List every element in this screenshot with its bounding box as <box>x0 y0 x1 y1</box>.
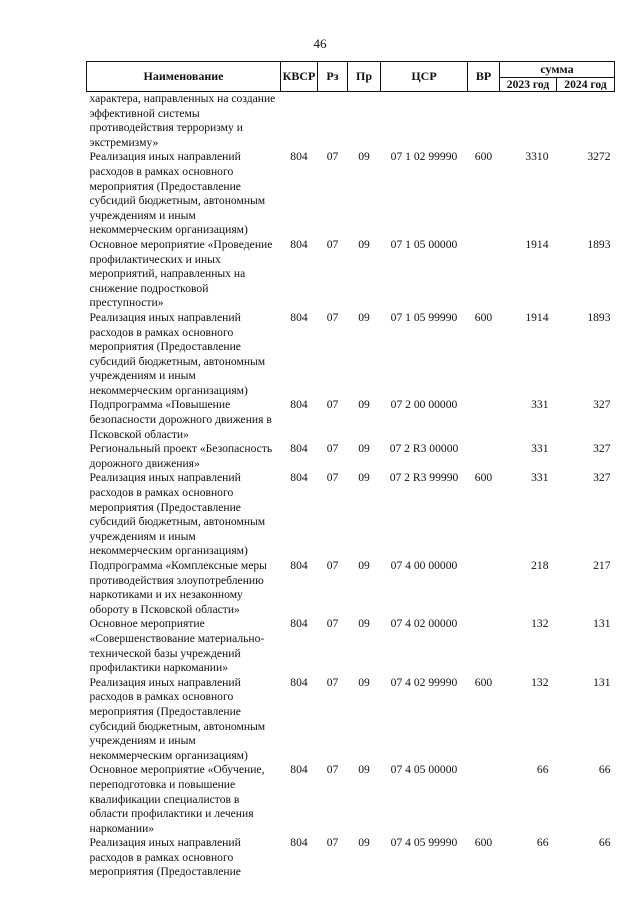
cell-vr <box>468 617 500 675</box>
cell-csr: 07 4 05 00000 <box>390 763 458 777</box>
cell-pr: 09 <box>358 471 370 485</box>
cell-sum-2024 <box>557 92 615 151</box>
cell-csr: 07 1 05 00000 <box>390 237 458 251</box>
cell-name: Основное мероприятие «Совершенствование материально-технической базы учреждений профилактики наркомании» <box>89 617 265 675</box>
cell-kvsr: 804 <box>290 617 308 631</box>
cell-sum-2023: 3310 <box>525 150 549 164</box>
table-row <box>87 238 615 311</box>
cell-name: Реализация иных направлений расходов в рамках основного мероприятия (Предоставление субсидий бюджетным, автономным учреждениям и иным некоммерческим организациям) <box>89 471 266 558</box>
cell-pr: 09 <box>358 310 370 324</box>
cell-pr: 09 <box>358 559 370 572</box>
cell-vr: 600 <box>474 310 493 324</box>
cell-name: Реализация иных направлений расходов в рамках основного мероприятия (Предоставление субсидий бюджетным, автономным учреждениям и иным некоммерческим организациям) <box>89 675 266 762</box>
cell-rz: 07 <box>326 471 339 485</box>
cell-sum-2024: 131 <box>593 617 611 631</box>
cell-name: Реализация иных направлений расходов в рамках основного мероприятия (Предоставление субсидий бюджетным, автономным учреждениям и иным некоммерческим организациям) <box>89 310 266 397</box>
table-row <box>87 617 615 675</box>
cell-sum-2024: 131 <box>593 675 611 689</box>
page-number: 46 <box>313 36 327 51</box>
cell-name: Региональный проект «Безопасность дорожного движения» <box>89 442 273 470</box>
budget-table <box>86 61 615 880</box>
cell-csr: 07 1 02 99990 <box>390 150 458 164</box>
cell-sum-2023: 132 <box>531 617 549 631</box>
cell-sum-2023: 132 <box>531 675 549 689</box>
table-row <box>87 559 615 617</box>
cell-kvsr: 804 <box>290 471 308 485</box>
cell-sum-2024: 217 <box>593 559 611 572</box>
cell-rz: 07 <box>326 763 339 777</box>
cell-sum-2023: 66 <box>536 836 549 850</box>
cell-sum-2023: 1914 <box>525 237 549 251</box>
header-sum: сумма <box>500 62 615 78</box>
cell-vr <box>468 559 500 617</box>
cell-vr: 600 <box>474 836 493 850</box>
header-csr: ЦСР <box>381 62 468 92</box>
cell-csr: 07 4 02 99990 <box>390 675 458 689</box>
header-vr: ВР <box>468 62 500 92</box>
cell-rz: 07 <box>326 442 339 456</box>
cell-sum-2023: 1914 <box>525 310 549 324</box>
cell-kvsr <box>281 92 318 151</box>
cell-pr: 09 <box>358 442 370 456</box>
cell-name: Основное мероприятие «Проведение профилактических и иных мероприятий, направленных на снижение подростковой преступности» <box>89 237 273 310</box>
cell-sum-2024: 66 <box>598 836 611 850</box>
cell-vr: 600 <box>474 675 493 689</box>
cell-name: Подпрограмма «Повышение безопасности дорожного движения в Псковской области» <box>89 398 272 441</box>
header-kvsr: КВСР <box>281 62 318 92</box>
cell-csr: 07 2 R3 99990 <box>389 471 459 485</box>
cell-sum-2023: 218 <box>531 559 549 572</box>
cell-name: Реализация иных направлений расходов в рамках основного мероприятия (Предоставление субсидий бюджетным, автономным учреждениям и иным некоммерческим организациям) <box>89 150 266 237</box>
cell-csr: 07 4 02 00000 <box>390 617 458 631</box>
header-year-2023: 2023 год <box>500 78 557 92</box>
cell-kvsr: 804 <box>290 237 308 251</box>
cell-csr: 07 2 00 00000 <box>390 398 458 412</box>
header-name: Наименование <box>87 62 281 92</box>
cell-pr: 09 <box>358 763 370 777</box>
cell-pr: 09 <box>358 237 370 251</box>
cell-sum-2024: 3272 <box>587 150 611 164</box>
cell-sum-2024: 327 <box>593 471 611 485</box>
cell-sum-2023: 66 <box>536 763 549 777</box>
cell-vr <box>468 398 500 442</box>
cell-vr: 600 <box>474 150 493 164</box>
table-row <box>87 836 615 880</box>
table-row <box>87 442 615 471</box>
cell-csr: 07 1 05 99990 <box>390 310 458 324</box>
cell-rz <box>318 92 348 151</box>
table-row <box>87 398 615 442</box>
cell-pr: 09 <box>358 675 370 689</box>
cell-kvsr: 804 <box>290 763 308 777</box>
cell-pr: 09 <box>358 150 370 164</box>
header-year-2024: 2024 год <box>557 78 615 92</box>
cell-kvsr: 804 <box>290 675 308 689</box>
cell-sum-2023 <box>500 92 557 151</box>
table-header <box>87 62 615 92</box>
cell-rz: 07 <box>326 559 339 572</box>
table-row <box>87 150 615 238</box>
cell-name: Реализация иных направлений расходов в рамках основного мероприятия (Предоставление <box>89 836 241 879</box>
cell-kvsr: 804 <box>290 150 308 164</box>
table-row <box>87 471 615 559</box>
cell-name: Основное мероприятие «Обучение, переподготовка и повышение квалификации специалистов в области профилактики и лечения наркомании» <box>89 763 265 835</box>
cell-vr <box>468 442 500 471</box>
table-row <box>87 763 615 836</box>
cell-name: Подпрограмма «Комплексные меры противодействия злоупотреблению наркотиками и их незаконному обороту в Псковской области» <box>89 559 267 616</box>
cell-csr <box>381 92 468 151</box>
cell-csr: 07 2 R3 00000 <box>389 442 459 456</box>
cell-pr: 09 <box>358 617 370 631</box>
cell-pr: 09 <box>358 836 370 850</box>
cell-rz: 07 <box>326 150 339 164</box>
header-pr: Пр <box>348 62 381 92</box>
cell-sum-2024: 1893 <box>587 237 611 251</box>
cell-kvsr: 804 <box>290 836 308 850</box>
cell-rz: 07 <box>326 675 339 689</box>
cell-rz: 07 <box>326 617 339 631</box>
cell-name: характера, направленных на создание эффективной системы противодействия терроризму и экстремизму» <box>89 92 276 149</box>
table-row <box>87 676 615 764</box>
cell-rz: 07 <box>326 836 339 850</box>
cell-kvsr: 804 <box>290 559 308 572</box>
cell-pr <box>348 92 381 151</box>
cell-kvsr: 804 <box>290 398 308 412</box>
cell-vr <box>468 763 500 836</box>
cell-vr <box>468 238 500 311</box>
cell-csr: 07 4 00 00000 <box>390 559 458 572</box>
cell-sum-2023: 331 <box>531 471 549 485</box>
table-row <box>87 92 615 151</box>
cell-sum-2023: 331 <box>531 442 549 456</box>
cell-rz: 07 <box>326 310 339 324</box>
cell-csr: 07 4 05 99990 <box>390 836 458 850</box>
table-body <box>87 92 615 881</box>
cell-vr <box>468 92 500 151</box>
cell-kvsr: 804 <box>290 310 308 324</box>
cell-rz: 07 <box>326 398 339 412</box>
cell-sum-2023: 331 <box>531 398 549 412</box>
cell-kvsr: 804 <box>290 442 308 456</box>
cell-sum-2024: 327 <box>593 398 611 412</box>
cell-vr: 600 <box>474 471 493 485</box>
cell-sum-2024: 1893 <box>587 310 611 324</box>
cell-sum-2024: 66 <box>598 763 611 777</box>
header-rz: Рз <box>318 62 348 92</box>
cell-sum-2024: 327 <box>593 442 611 456</box>
table-row <box>87 311 615 399</box>
cell-pr: 09 <box>358 398 370 412</box>
cell-rz: 07 <box>326 237 339 251</box>
